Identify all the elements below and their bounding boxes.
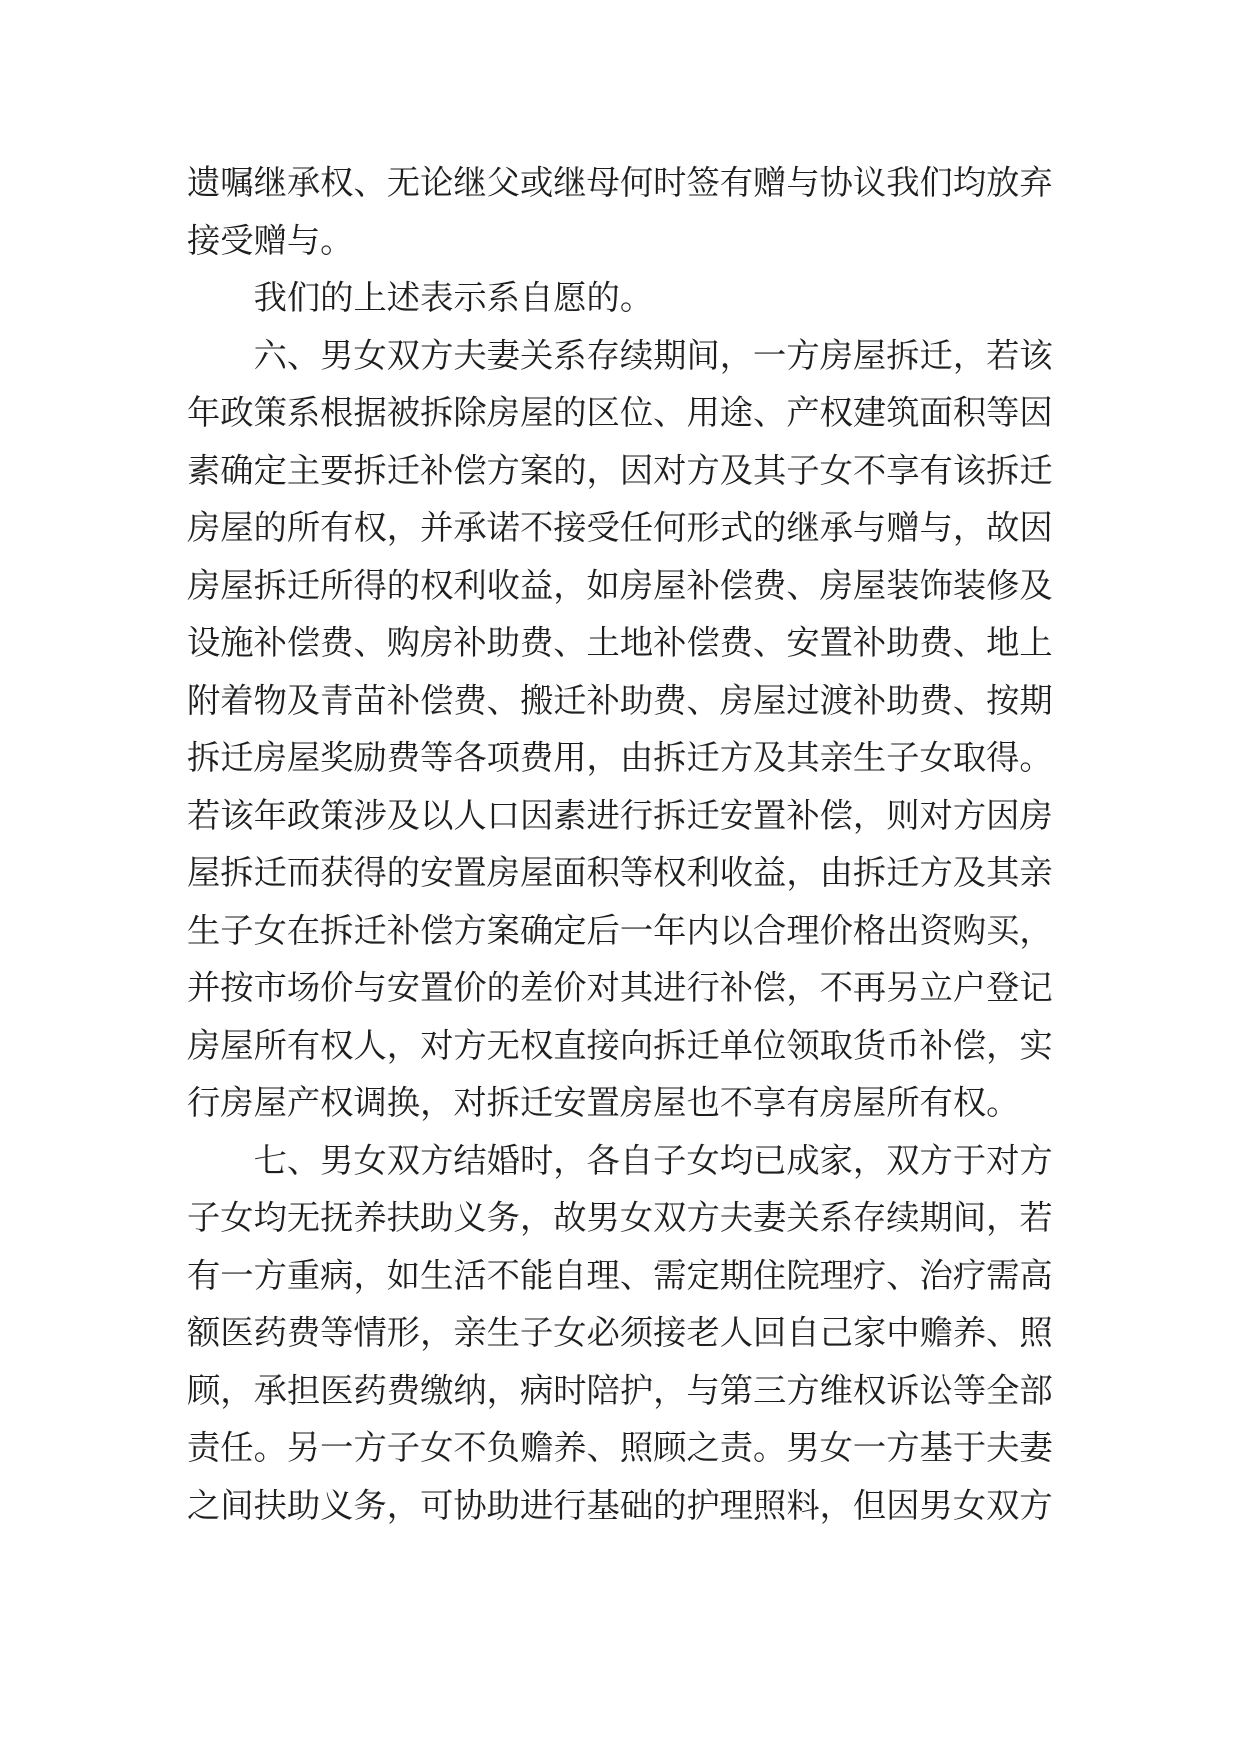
text-line: 之间扶助义务，可协助进行基础的护理照料，但因男女双方 — [187, 1485, 1053, 1525]
paragraph-clause-seven — [187, 1132, 1053, 1535]
text-line: 设施补偿费、购房补助费、土地补偿费、安置补助费、地上 — [187, 623, 1053, 662]
paragraph-voluntary-statement — [187, 269, 1053, 327]
text-line: 屋拆迁而获得的安置房屋面积等权利收益，由拆迁方及其亲 — [187, 853, 1053, 892]
document-body — [187, 154, 1053, 1534]
text-line: 生子女在拆迁补偿方案确定后一年内以合理价格出资购买， — [187, 910, 1053, 950]
text-line: 房屋的所有权，并承诺不接受任何形式的继承与赠与，故因 — [187, 508, 1053, 547]
text-line: 七、男女双方结婚时，各自子女均已成家，双方于对方 — [253, 1140, 1053, 1180]
text-line: 年政策系根据被拆除房屋的区位、用途、产权建筑面积等因 — [187, 393, 1053, 432]
text-line: 并按市场价与安置价的差价对其进行补偿，不再另立户登记 — [187, 968, 1053, 1007]
text-line: 若该年政策涉及以人口因素进行拆迁安置补偿，则对方因房 — [187, 795, 1053, 835]
text-line: 拆迁房屋奖励费等各项费用，由拆迁方及其亲生子女取得。 — [187, 738, 1053, 777]
text-line: 房屋拆迁所得的权利收益，如房屋补偿费、房屋装饰装修及 — [187, 565, 1053, 605]
text-line: 遗嘱继承权、无论继父或继母何时签有赠与协议我们均放弃 — [187, 163, 1053, 202]
text-line: 额医药费等情形，亲生子女必须接老人回自己家中赡养、照 — [187, 1313, 1053, 1352]
paragraph-continuation — [187, 154, 1053, 269]
text-line: 接受赠与。 — [187, 220, 354, 260]
text-line: 六、男女双方夫妻关系存续期间，一方房屋拆迁，若该 — [253, 335, 1053, 375]
text-line: 有一方重病，如生活不能自理、需定期住院理疗、治疗需高 — [187, 1255, 1053, 1295]
text-line: 房屋所有权人，对方无权直接向拆迁单位领取货币补偿，实 — [187, 1025, 1053, 1065]
paragraph-clause-six — [187, 327, 1053, 1132]
text-line: 责任。另一方子女不负赡养、照顾之责。男女一方基于夫妻 — [187, 1428, 1053, 1467]
text-line: 我们的上述表示系自愿的。 — [253, 278, 654, 317]
text-line: 素确定主要拆迁补偿方案的，因对方及其子女不享有该拆迁 — [187, 450, 1053, 490]
text-line: 行房屋产权调换，对拆迁安置房屋也不享有房屋所有权。 — [187, 1083, 1020, 1122]
text-line: 子女均无抚养扶助义务，故男女双方夫妻关系存续期间，若 — [187, 1198, 1053, 1237]
text-line: 附着物及青苗补偿费、搬迁补助费、房屋过渡补助费、按期 — [187, 680, 1053, 720]
text-line: 顾，承担医药费缴纳，病时陪护，与第三方维权诉讼等全部 — [187, 1370, 1053, 1410]
